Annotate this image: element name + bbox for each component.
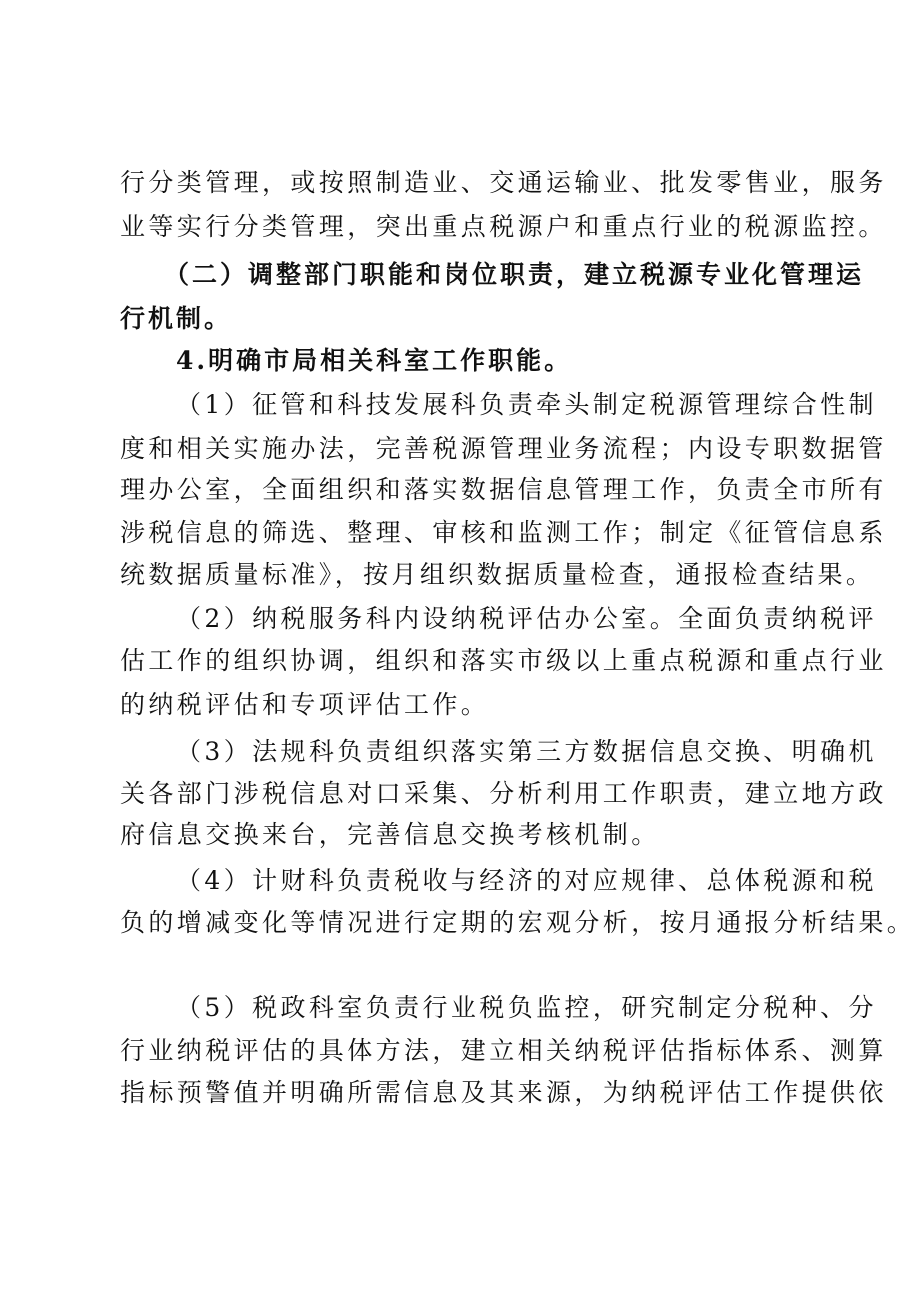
paragraph-line: 行业纳税评估的具体方法，建立相关纳税评估指标体系、测算 xyxy=(120,1036,887,1065)
paragraph-line: 度和相关实施办法，完善税源管理业务流程；内设专职数据管 xyxy=(120,434,887,463)
paragraph-line: （5）税政科室负责行业税负监控，研究制定分税种、分 xyxy=(176,993,877,1022)
paragraph-line: （1）征管和科技发展科负责牵头制定税源管理综合性制 xyxy=(176,390,877,419)
paragraph-line: （2）纳税服务科内设纳税评估办公室。全面负责纳税评 xyxy=(176,604,877,633)
paragraph-line: 的纳税评估和专项评估工作。 xyxy=(120,690,490,719)
paragraph-line: 行分类管理，或按照制造业、交通运输业、批发零售业，服务 xyxy=(120,168,887,197)
paragraph-line: 指标预警值并明确所需信息及其来源，为纳税评估工作提供依 xyxy=(120,1078,887,1107)
paragraph-line: 统数据质量标准》，按月组织数据质量检查，通报检查结果。 xyxy=(120,560,875,589)
paragraph-line: 府信息交换来台，完善信息交换考核机制。 xyxy=(120,820,660,849)
paragraph-line: 业等实行分类管理，突出重点税源户和重点行业的税源监控。 xyxy=(120,212,887,241)
paragraph-line: 估工作的组织协调，组织和落实市级以上重点税源和重点行业 xyxy=(120,646,887,675)
paragraph-line: （4）计财科负责税收与经济的对应规律、总体税源和税 xyxy=(176,866,877,895)
paragraph-line: （3）法规科负责组织落实第三方数据信息交换、明确机 xyxy=(176,737,877,766)
section-heading: 行机制。 xyxy=(120,304,233,333)
paragraph-line: 理办公室，全面组织和落实数据信息管理工作，负责全市所有 xyxy=(120,475,887,504)
paragraph-line: 涉税信息的筛选、整理、审核和监测工作；制定《征管信息系 xyxy=(120,518,887,547)
paragraph-line: 负的增减变化等情况进行定期的宏观分析，按月通报分析结果。 xyxy=(120,908,916,937)
subsection-heading: 4.明确市局相关科室工作职能。 xyxy=(176,346,573,375)
section-heading: （二）调整部门职能和岗位职责，建立税源专业化管理运 xyxy=(164,260,865,289)
paragraph-line: 关各部门涉税信息对口采集、分析利用工作职责，建立地方政 xyxy=(120,779,887,808)
